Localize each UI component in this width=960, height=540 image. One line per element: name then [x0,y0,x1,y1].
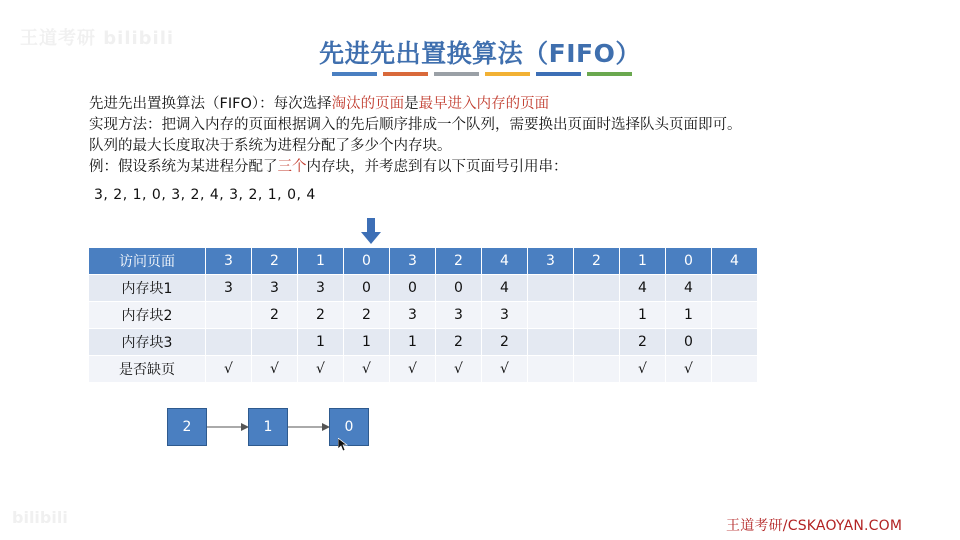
page-access-cell: 1 [298,248,344,275]
table-cell [712,275,758,302]
table-cell: √ [390,356,436,383]
row-label: 内存块2 [89,302,206,329]
table-cell: 4 [620,275,666,302]
table-cell: 0 [344,275,390,302]
table-cell [206,329,252,356]
definition-highlight-earliest: 最早进入内存的页面 [418,96,550,112]
table-cell [574,302,620,329]
example-prefix: 例：假设系统为某进程分配了 [89,159,278,175]
table-cell: 2 [482,329,528,356]
title-bar-segment [434,72,479,76]
row-label: 内存块3 [89,329,206,356]
down-arrow-icon [361,218,381,244]
table-cell [528,302,574,329]
table-header-row [89,248,758,275]
arrow-right-icon [207,420,249,434]
title-bar-segment [383,72,428,76]
example-line [89,157,742,178]
queue-node-tail: 0 [329,408,369,446]
table-cell [252,329,298,356]
table-cell: √ [344,356,390,383]
table-row [89,356,758,383]
mouse-cursor-icon [338,438,348,452]
title-bar-segment [536,72,581,76]
table-cell: √ [666,356,712,383]
table-cell [712,329,758,356]
table-cell: 1 [298,329,344,356]
table-cell: √ [620,356,666,383]
queue-node-head: 2 [167,408,207,446]
bilibili-watermark-bottom: bilibili [12,508,68,527]
table-cell: 1 [620,302,666,329]
table-cell: 0 [666,329,712,356]
page-access-cell: 4 [482,248,528,275]
table-cell: 3 [252,275,298,302]
table-cell [574,329,620,356]
title-bar-segment [332,72,377,76]
table-cell: 4 [666,275,712,302]
row-label: 是否缺页 [89,356,206,383]
footer-brand: 王道考研/CSKAOYAN.COM [726,518,903,534]
bilibili-watermark-top: 王道考研 bilibili [20,28,175,49]
table-cell: 2 [436,329,482,356]
definition-highlight-evicted: 淘汰的页面 [331,96,405,112]
queue-node-middle: 1 [248,408,288,446]
table-cell [528,356,574,383]
page-access-cell: 3 [528,248,574,275]
table-cell: 2 [252,302,298,329]
description-block [89,94,742,178]
page-access-cell: 3 [390,248,436,275]
table-row [89,302,758,329]
method-line: 实现方法：把调入内存的页面根据调入的先后顺序排成一个队列，需要换出页面时选择队头页面即可。 [89,117,742,133]
title-bar-segment [587,72,632,76]
definition-middle: 是 [404,96,419,112]
page-access-cell: 2 [252,248,298,275]
table-cell: 3 [390,302,436,329]
table-cell: 3 [436,302,482,329]
table-row [89,329,758,356]
table-cell: 0 [390,275,436,302]
table-cell [528,329,574,356]
table-cell [574,275,620,302]
table-cell: √ [252,356,298,383]
table-cell: 1 [666,302,712,329]
page-access-cell: 2 [574,248,620,275]
table-cell: √ [482,356,528,383]
table-cell [712,302,758,329]
page-access-cell: 0 [666,248,712,275]
table-cell: 0 [436,275,482,302]
table-cell: 3 [206,275,252,302]
table-cell: 3 [298,275,344,302]
arrow-right-icon [288,420,330,434]
table-cell: 1 [390,329,436,356]
table-row [89,275,758,302]
row-label: 访问页面 [89,248,206,275]
page-access-cell: 4 [712,248,758,275]
table-cell: √ [206,356,252,383]
table-cell: 1 [344,329,390,356]
table-cell: √ [436,356,482,383]
page-access-cell: 1 [620,248,666,275]
page-access-cell: 3 [206,248,252,275]
table-cell: 2 [620,329,666,356]
definition-prefix: 先进先出置换算法（FIFO）：每次选择 [89,96,332,112]
definition-line [89,94,742,115]
row-label: 内存块1 [89,275,206,302]
example-highlight: 三个 [277,159,307,175]
table-cell [528,275,574,302]
page-access-cell: 0 [344,248,390,275]
example-suffix: 内存块，并考虑到有以下页面号引用串： [306,159,568,175]
title-color-bars [332,72,632,76]
reference-string: 3, 2, 1, 0, 3, 2, 4, 3, 2, 1, 0, 4 [94,187,316,203]
table-cell: 3 [482,302,528,329]
table-cell: 2 [344,302,390,329]
fifo-replacement-table [88,247,758,383]
slide-title: 先进先出置换算法（FIFO） [319,39,641,68]
table-cell [206,302,252,329]
title-bar-segment [485,72,530,76]
queue-length-line: 队列的最大长度取决于系统为进程分配了多少个内存块。 [89,138,452,154]
table-cell: 4 [482,275,528,302]
page-access-cell: 2 [436,248,482,275]
table-cell [712,356,758,383]
table-cell [574,356,620,383]
table-cell: 2 [298,302,344,329]
table-cell: √ [298,356,344,383]
